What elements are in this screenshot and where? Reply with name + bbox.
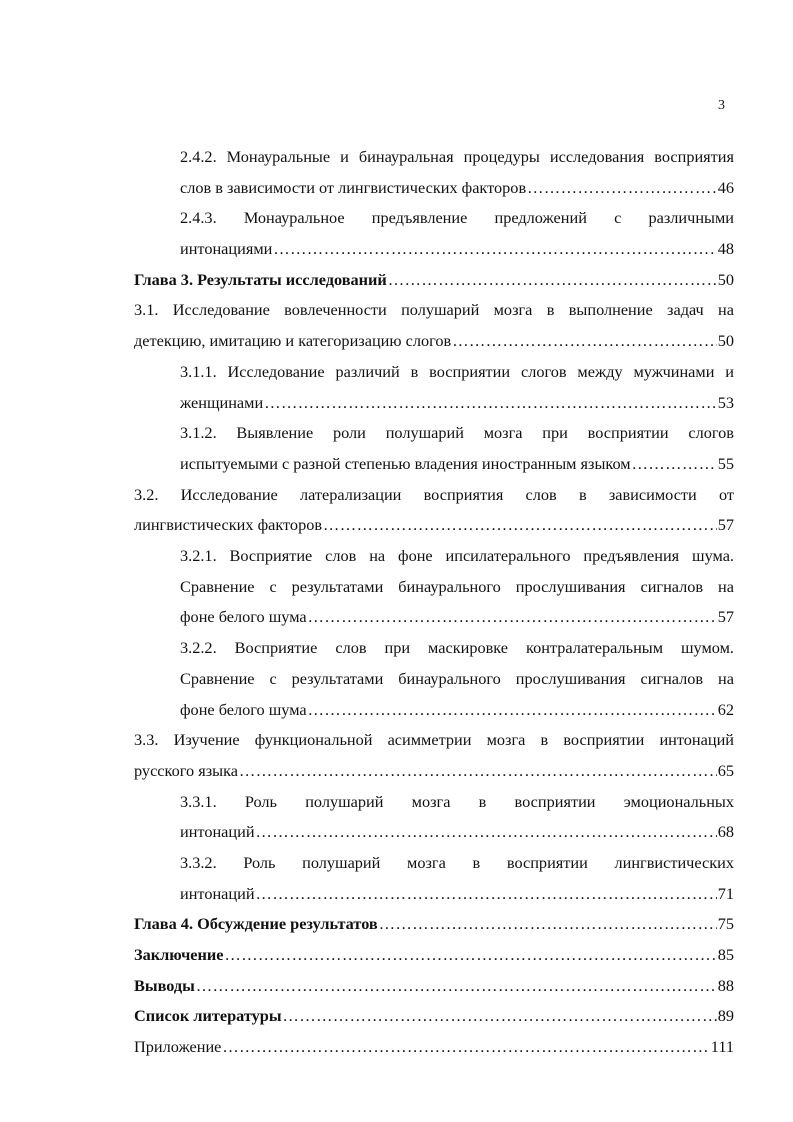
toc-entry-appendix[interactable] [134,1032,734,1063]
toc-line-last [180,173,734,204]
toc-entry-title: фоне белого шума [180,607,307,627]
leader-dots [256,817,717,848]
leader-dots [527,173,717,204]
toc-line-last [134,756,734,787]
toc-line-last [134,265,734,296]
toc-entry-title: детекцию, имитацию и категоризацию слогов [134,331,452,351]
leader-dots [632,449,717,480]
toc-page-number: 55 [717,453,734,473]
toc-entry-title: лингвистических факторов [134,515,323,535]
leader-dots [452,326,717,357]
toc-entry-3-1[interactable] [134,295,734,356]
toc-line: 3.3. Изучение функциональной асимметрии мозга в восприятии интонаций [134,730,734,750]
toc-line-last [180,879,734,910]
toc-line-last [180,602,734,633]
toc-entry-title: интонаций [180,883,255,903]
toc-entry-findings[interactable] [134,971,734,1002]
toc-entry-3-2[interactable] [134,480,734,541]
toc-line-last [134,326,734,357]
toc-page-number: 68 [717,822,734,842]
toc-line-last [180,388,734,419]
toc-page-number: 50 [717,331,734,351]
toc-line: 3.2.2. Восприятие слов при маскировке контралатеральным шумом. [180,638,734,658]
toc-entry-title: Приложение [134,1037,222,1057]
toc-line-last [180,817,734,848]
toc-page-number: 62 [717,699,734,719]
leader-dots [239,756,717,787]
leader-dots [323,510,717,541]
toc-page-number: 85 [717,945,734,965]
leader-dots [222,1032,709,1063]
leader-dots [273,234,716,265]
table-of-contents [134,142,734,1063]
toc-line: 3.1.1. Исследование различий в восприятии слогов между мужчинами и [180,361,734,381]
toc-line: 3.1. Исследование вовлеченности полушарий мозга в выполнение задач на [134,300,734,320]
toc-entry-3-2-2[interactable] [134,633,734,725]
page-number: 3 [718,98,725,113]
toc-line-last [134,971,734,1002]
leader-dots [388,265,717,296]
toc-entry-3-3-2[interactable] [134,848,734,909]
toc-entry-title: русского языка [134,760,238,780]
toc-line-last [180,234,734,265]
toc-entry-conclusion[interactable] [134,940,734,971]
toc-line-last [134,909,734,940]
toc-entry-title: женщинами [180,392,264,412]
leader-dots [379,909,717,940]
toc-page-number: 46 [717,177,734,197]
toc-entry-3-3[interactable] [134,725,734,786]
toc-page-number: 88 [717,975,734,995]
toc-page-number: 75 [717,914,734,934]
toc-line-last [180,695,734,726]
toc-entry-title: Выводы [134,975,195,995]
toc-line-last [134,510,734,541]
toc-entry-chapter-3[interactable] [134,265,734,296]
toc-page-number: 89 [717,1006,734,1026]
toc-page-number: 111 [710,1037,734,1057]
toc-entry-title: фоне белого шума [180,699,307,719]
leader-dots [196,971,717,1002]
toc-line: 3.1.2. Выявление роли полушарий мозга при восприятии слогов [180,423,734,443]
leader-dots [224,940,716,971]
toc-entry-title: Глава 4. Обсуждение результатов [134,914,378,934]
toc-line: 3.2. Исследование латерализации восприятия слов в зависимости от [134,484,734,504]
toc-entry-3-1-1[interactable] [134,357,734,418]
toc-entry-3-1-2[interactable] [134,418,734,479]
toc-page-number: 53 [717,392,734,412]
toc-entry-title: интонациями [180,239,273,259]
toc-line: 3.3.1. Роль полушарий мозга в восприятии эмоциональных [180,791,734,811]
leader-dots [256,879,717,910]
toc-page-number: 57 [717,515,734,535]
toc-page-number: 65 [717,760,734,780]
toc-entry-3-3-1[interactable] [134,787,734,848]
toc-entry-references[interactable] [134,1001,734,1032]
toc-line-last [180,449,734,480]
toc-entry-chapter-4[interactable] [134,909,734,940]
toc-entry-title: Заключение [134,945,224,965]
toc-line: 2.4.2. Монауральные и бинауральная процедуры исследования восприятия [180,147,734,166]
toc-line: 3.2.1. Восприятие слов на фоне ипсилатерального предъявления шума. [180,546,734,566]
toc-line: Сравнение с результатами бинаурального прослушивания сигналов на [180,576,734,596]
toc-page-number: 57 [717,607,734,627]
toc-entry-title: испытуемыми с разной степенью владения иностранным языком [180,453,631,473]
toc-line: 3.3.2. Роль полушарий мозга в восприятии лингвистических [180,852,734,872]
toc-entry-title: Глава 3. Результаты исследований [134,269,387,289]
toc-line-last [134,1032,734,1063]
toc-entry-3-2-1[interactable] [134,541,734,633]
toc-line: 2.4.3. Монауральное предъявление предложений с различными [180,208,734,228]
toc-entry-2-4-3[interactable] [134,203,734,264]
toc-page-number: 71 [717,883,734,903]
toc-entry-title: слов в зависимости от лингвистических факторов [180,177,527,197]
toc-line-last [134,1001,734,1032]
toc-page-number: 50 [717,269,734,289]
toc-line-last [134,940,734,971]
toc-entry-2-4-2[interactable] [134,142,734,203]
toc-entry-title: интонаций [180,822,255,842]
leader-dots [264,388,717,419]
toc-line: Сравнение с результатами бинаурального прослушивания сигналов на [180,668,734,688]
leader-dots [308,695,717,726]
toc-entry-title: Список литературы [134,1006,282,1026]
leader-dots [308,602,717,633]
leader-dots [283,1001,717,1032]
toc-page-number: 48 [717,239,734,259]
